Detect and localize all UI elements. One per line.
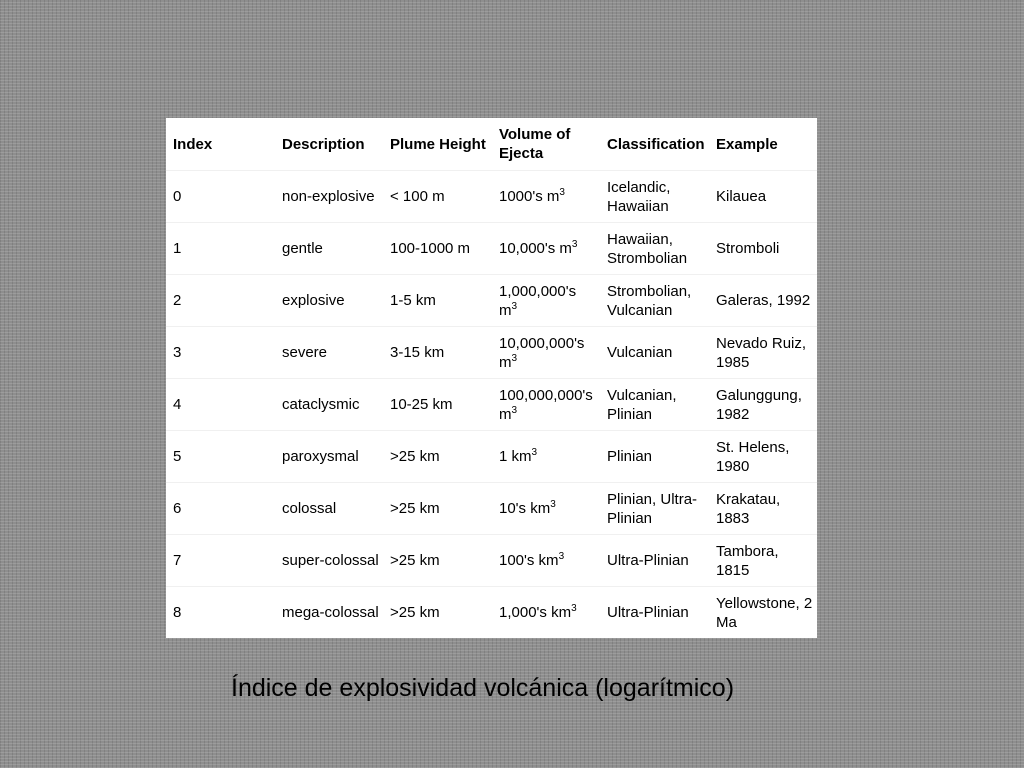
volume-value: 10,000's m — [499, 240, 572, 257]
cell-volume — [492, 327, 600, 379]
header-example: Example — [716, 135, 778, 153]
cell-example: Krakatau, 1883 — [709, 483, 817, 535]
cell-example: Nevado Ruiz, 1985 — [709, 327, 817, 379]
cell-example: Galeras, 1992 — [709, 275, 817, 327]
cell-volume — [492, 483, 600, 535]
cell-plume-height: 1-5 km — [383, 275, 492, 327]
volume-exponent: 3 — [511, 404, 518, 416]
cell-classification: Ultra-Plinian — [600, 535, 709, 587]
header-classification: Classification — [607, 135, 705, 153]
cell-plume-height: 100-1000 m — [383, 223, 492, 275]
cell-description: non-explosive — [275, 171, 383, 223]
cell-example: Yellowstone, 2 Ma — [709, 587, 817, 639]
cell-description: cataclysmic — [275, 379, 383, 431]
cell-plume-height: 10-25 km — [383, 379, 492, 431]
cell-description: paroxysmal — [275, 431, 383, 483]
cell-plume-height: >25 km — [383, 431, 492, 483]
cell-volume — [492, 587, 600, 639]
volume-exponent: 3 — [511, 300, 518, 312]
header-plume-height: Plume Height — [390, 135, 486, 153]
volume-exponent: 3 — [559, 187, 565, 198]
cell-volume — [492, 275, 600, 327]
cell-description: severe — [275, 327, 383, 379]
table-row — [166, 275, 817, 327]
cell-volume — [492, 431, 600, 483]
cell-description: colossal — [275, 483, 383, 535]
slide-caption: Índice de explosividad volcánica (logarítmico) — [231, 674, 735, 702]
cell-index: 5 — [166, 431, 275, 483]
volume-exponent: 3 — [571, 603, 577, 614]
cell-volume — [492, 171, 600, 223]
volume-value: 1,000's km — [499, 604, 572, 621]
header-description: Description — [282, 135, 365, 153]
table-row — [166, 327, 817, 379]
cell-index: 2 — [166, 275, 275, 327]
cell-example: Tambora, 1815 — [709, 535, 817, 587]
cell-plume-height: 3-15 km — [383, 327, 492, 379]
cell-volume — [492, 379, 600, 431]
table-row — [166, 223, 817, 275]
cell-volume — [492, 223, 600, 275]
cell-plume-height: < 100 m — [383, 171, 492, 223]
cell-index: 6 — [166, 483, 275, 535]
table-header-row — [166, 118, 817, 171]
cell-index: 3 — [166, 327, 275, 379]
table-row — [166, 535, 817, 587]
volume-exponent: 3 — [558, 551, 565, 562]
cell-example: Kilauea — [709, 171, 817, 223]
table-row — [166, 379, 817, 431]
cell-plume-height: >25 km — [383, 483, 492, 535]
cell-index: 7 — [166, 535, 275, 587]
cell-index: 0 — [166, 171, 275, 223]
volume-value: 10's km — [499, 500, 551, 517]
cell-classification: Vulcanian — [600, 327, 709, 379]
volume-exponent: 3 — [531, 447, 538, 458]
volume-exponent: 3 — [571, 239, 578, 250]
table-row — [166, 483, 817, 535]
cell-example: Stromboli — [709, 223, 817, 275]
cell-classification: Icelandic, Hawaiian — [600, 171, 709, 223]
vei-table — [166, 118, 817, 638]
cell-index: 1 — [166, 223, 275, 275]
volume-value: 100's km — [499, 552, 559, 569]
volume-value: 1000's m — [499, 188, 560, 205]
volume-value: 100,000,000's m — [499, 386, 593, 423]
table-row — [166, 431, 817, 483]
cell-index: 4 — [166, 379, 275, 431]
cell-classification: Plinian — [600, 431, 709, 483]
cell-plume-height: >25 km — [383, 587, 492, 639]
cell-classification: Plinian, Ultra-Plinian — [600, 483, 709, 535]
table-row — [166, 587, 817, 639]
cell-description: super-colossal — [275, 535, 383, 587]
cell-description: mega-colossal — [275, 587, 383, 639]
cell-plume-height: >25 km — [383, 535, 492, 587]
volume-value: 10,000,000's m — [499, 334, 585, 371]
volume-value: 1,000,000's m — [499, 282, 577, 319]
cell-classification: Strombolian, Vulcanian — [600, 275, 709, 327]
cell-example: Galunggung, 1982 — [709, 379, 817, 431]
volume-value: 1 km — [499, 448, 532, 465]
table-row — [166, 171, 817, 223]
cell-classification: Hawaiian, Strombolian — [600, 223, 709, 275]
header-volume-of-ejecta: Volume of Ejecta — [499, 126, 571, 162]
cell-description: gentle — [275, 223, 383, 275]
cell-description: explosive — [275, 275, 383, 327]
cell-volume — [492, 535, 600, 587]
volume-exponent: 3 — [550, 499, 556, 510]
header-index: Index — [173, 135, 213, 153]
cell-classification: Vulcanian, Plinian — [600, 379, 709, 431]
volume-exponent: 3 — [511, 352, 518, 364]
cell-classification: Ultra-Plinian — [600, 587, 709, 639]
cell-index: 8 — [166, 587, 275, 639]
cell-example: St. Helens, 1980 — [709, 431, 817, 483]
